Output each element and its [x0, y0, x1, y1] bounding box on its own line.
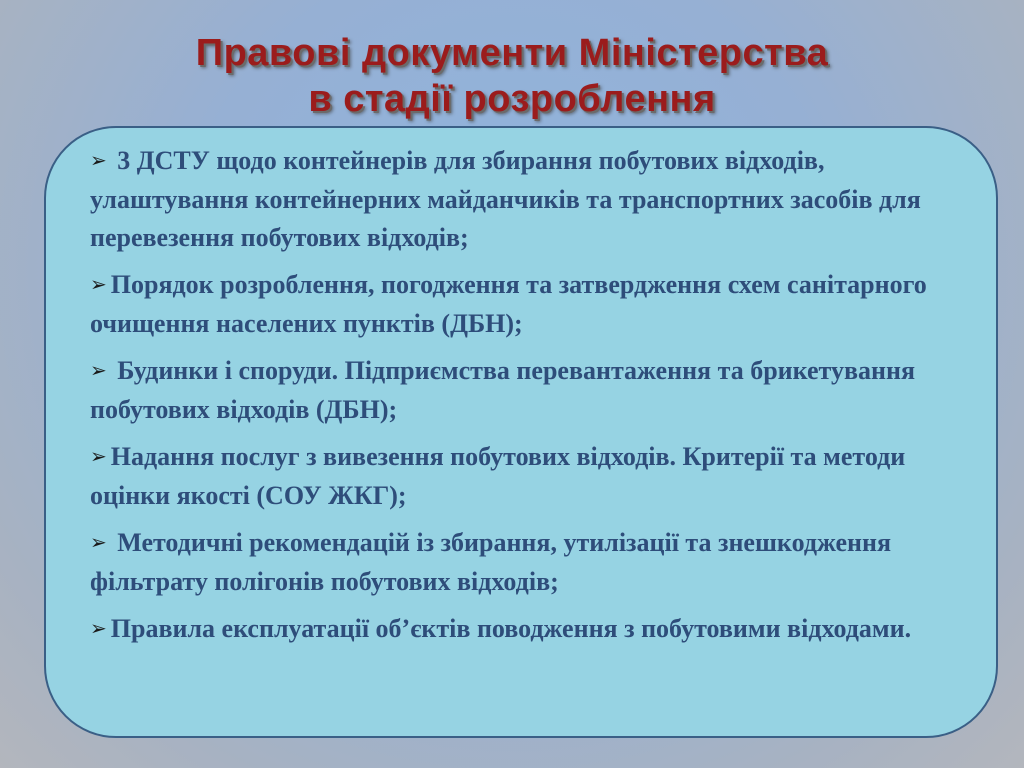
list-item-text: Будинки і споруди. Підприємства перевантаження та брикетування побутових відходів (ДБН);	[90, 356, 916, 424]
list-item-text: Правила експлуатації об’єктів поводження з побутовими відходами.	[110, 614, 912, 643]
list-item	[90, 438, 956, 515]
arrow-bullet-icon: ➢	[90, 272, 107, 296]
arrow-bullet-icon: ➢	[90, 358, 107, 382]
content-panel	[44, 126, 998, 738]
slide-title	[0, 30, 1024, 122]
list-item-text: Надання послуг з вивезення побутових відходів. Критерії та методи оцінки якості (СОУ ЖКГ);	[90, 442, 906, 510]
list-item-text: Порядок розроблення, погодження та затвердження схем санітарного очищення населених пунктів (ДБН);	[90, 270, 927, 338]
arrow-bullet-icon: ➢	[90, 616, 107, 640]
list-item-text: Методичні рекомендацій із збирання, утилізації та знешкодження фільтрату полігонів побутових відходів;	[90, 528, 892, 596]
list-item	[90, 610, 956, 649]
arrow-bullet-icon: ➢	[90, 444, 107, 468]
arrow-bullet-icon: ➢	[90, 530, 107, 554]
list-item	[90, 524, 956, 601]
title-line-1: Правові документи Міністерства	[195, 32, 829, 74]
list-item	[90, 352, 956, 429]
list-item	[90, 266, 956, 343]
list-item	[90, 142, 956, 257]
list-item-text: 3 ДСТУ щодо контейнерів для збирання побутових відходів, улаштування контейнерних майданчиків та транспортних засобів для перевезення побутових відходів;	[90, 146, 921, 252]
title-line-2: в стадії розроблення	[308, 78, 716, 120]
arrow-bullet-icon: ➢	[90, 148, 107, 172]
document-list	[90, 142, 956, 649]
